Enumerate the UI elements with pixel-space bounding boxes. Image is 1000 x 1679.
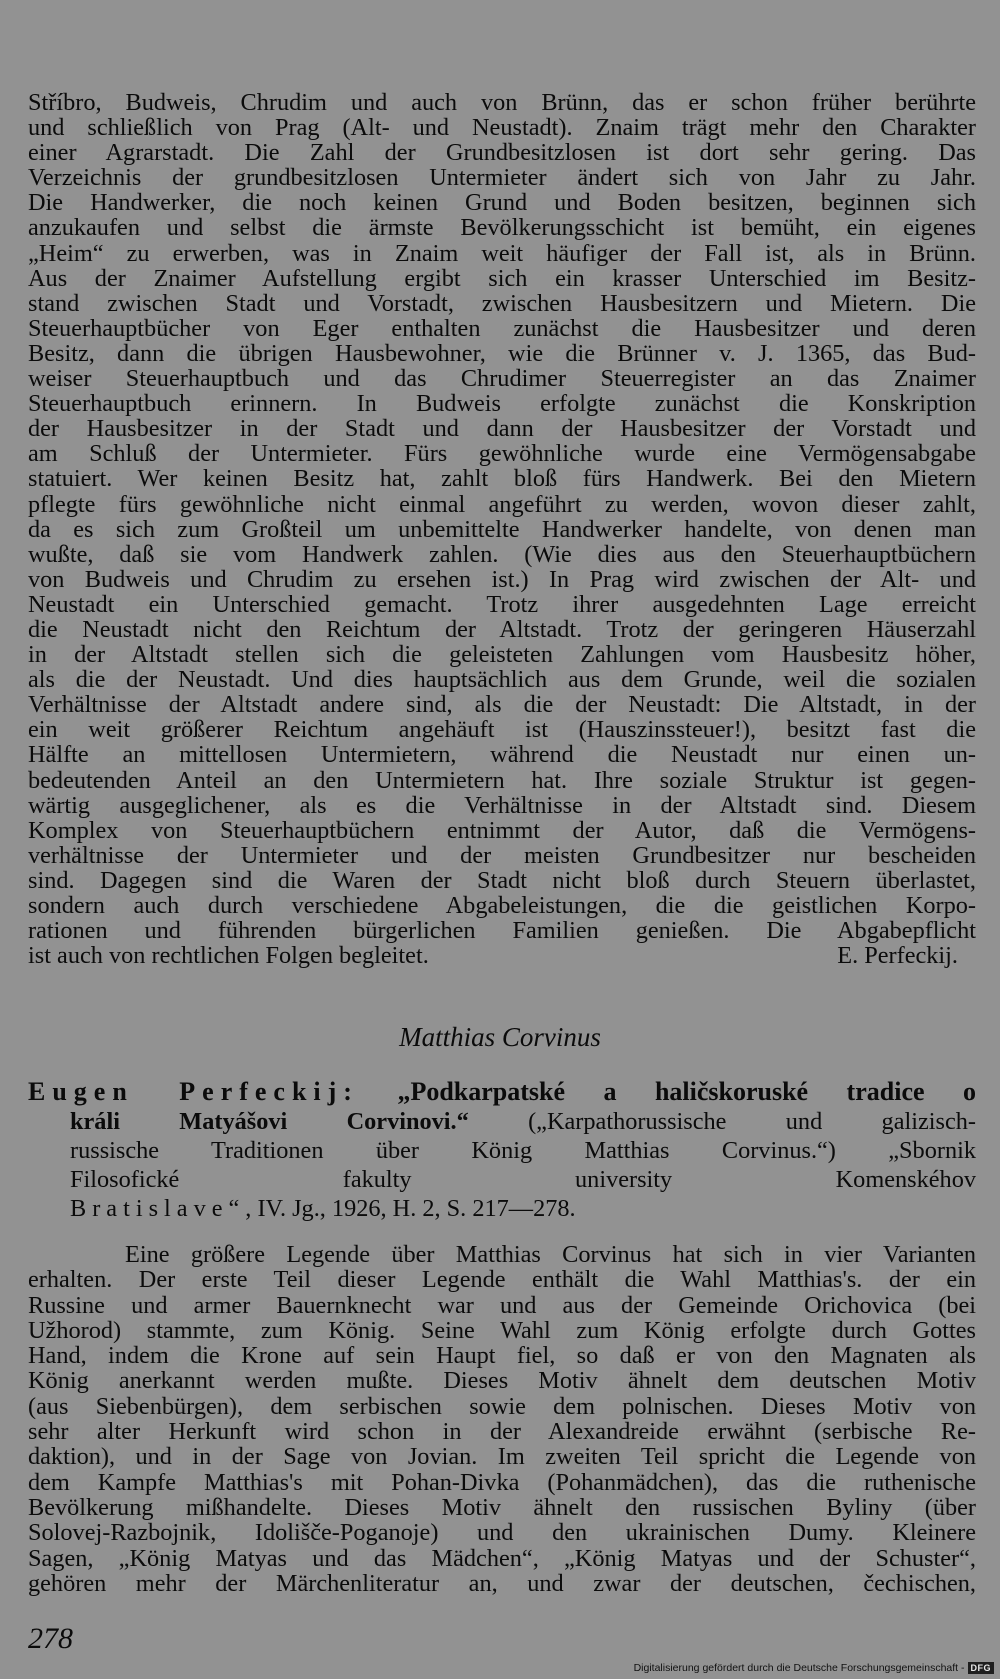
text-line: ist auch von rechtlichen Folgen begleitet. (28, 942, 429, 970)
review-translation-part-2: russische Traditionen über König Matthias Corvinus.“) „Sbornik (70, 1137, 976, 1164)
text-line: erhalten. Der erste Teil dieser Legende enthält die Wahl Matthias's. der ein (28, 1266, 976, 1294)
text-line: als die der Neustadt. Und dies hauptsächlich aus dem Grunde, weil die sozialen (28, 666, 976, 694)
digitization-footer (634, 1662, 994, 1674)
text-line: Bevölkerung mißhandelte. Dieses Motiv ähnelt den russischen Byliny (über (28, 1493, 976, 1521)
text-line: Eine größere Legende über Matthias Corvinus hat sich in vier Varianten (125, 1241, 976, 1268)
text-line: weiser Steuerhauptbuch und das Chrudimer Steuerregister an das Znaimer (28, 365, 976, 393)
text-line: Komplex von Steuerhauptbüchern entnimmt der Autor, daß die Vermögens- (28, 816, 976, 844)
text-line: die Neustadt nicht den Reichtum der Altstadt. Trotz der geringeren Häuserzahl (28, 615, 976, 643)
text-line: Solovej-Razbojnik, Idolišče-Poganoje) und den ukrainischen Dumy. Kleinere (28, 1519, 976, 1547)
review-journal-name: Filosofické fakulty university Komenskéhov (70, 1166, 976, 1193)
text-line: Verzeichnis der grundbesitzlosen Untermieter ändert sich von Jahr zu Jahr. (28, 164, 976, 192)
text-line: Russine und armer Bauernknecht war und aus der Gemeinde Orichovica (bei (28, 1291, 976, 1319)
text-line: (aus Siebenbürgen), dem serbischen sowie dem polnischen. Dieses Motiv von (28, 1392, 976, 1420)
text-line: ein weit größerer Reichtum angehäuft ist (Hauszinssteuer!), besitzt fast die (28, 716, 976, 744)
review-citation: , IV. Jg., 1926, H. 2, S. 217—278. (245, 1195, 576, 1222)
text-line: statuiert. Wer keinen Besitz hat, zahlt bloß fürs Handwerk. Bei den Mietern (28, 465, 976, 493)
text-line: wußte, daß sie vom Handwerk zahlen. (Wie dies aus den Steuerhauptbüchern (28, 540, 976, 568)
text-line: am Schluß der Untermieter. Fürs gewöhnliche wurde eine Vermögensabgabe (28, 440, 976, 468)
text-line: pflegte fürs gewöhnliche nicht einmal angeführt zu werden, wovon dieser zahlt, (28, 490, 976, 518)
review-title-line-2 (28, 1107, 976, 1136)
dfg-logo: DFG (968, 1662, 995, 1674)
review-translation-part-1: („Karpathorussische und galizisch- (528, 1108, 977, 1135)
section-title: Matthias Corvinus (399, 1022, 601, 1052)
text-line: von Budweis und Chrudim zu ersehen ist.) In Prag wird zwischen der Alt- und (28, 565, 976, 593)
text-line: in der Altstadt stellen sich die geleisteten Zahlungen vom Hausbesitz höher, (28, 641, 976, 669)
text-line: sind. Dagegen sind die Waren der Stadt nicht bloß durch Steuern überlastet, (28, 866, 976, 894)
review-author: Eugen Perfeckij: (28, 1077, 359, 1106)
text-line: dem Kampfe Matthias's mit Pohan-Divka (Pohanmädchen), das die ruthenische (28, 1468, 976, 1496)
text-line: bedeutenden Anteil an den Untermietern hat. Ihre soziale Struktur ist gegen- (28, 766, 976, 794)
text-line: Sagen, „König Matyas und das Mädchen“, „König Matyas und der Schuster“, (28, 1544, 976, 1572)
review-citation-line (28, 1194, 976, 1223)
text-line: da es sich zum Großteil um unbemittelte Handwerker handelte, von denen man (28, 515, 976, 543)
review-journal-place: Bratislave“ (70, 1195, 246, 1222)
text-line: Užhorod) stammte, zum König. Seine Wahl zum König erfolgte durch Gottes (28, 1316, 976, 1344)
review-title-line-3 (28, 1136, 976, 1165)
text-line: Hälfte an mittellosen Untermietern, während die Neustadt nur einen un- (28, 741, 976, 769)
text-line: Verhältnisse der Altstadt andere sind, als die der Neustadt: Die Altstadt, in der (28, 691, 976, 719)
review-title-line-1 (28, 1077, 976, 1107)
page-number: 278 (28, 1622, 73, 1655)
text-line: wärtig ausgeglichener, als es die Verhältnisse in der Altstadt sind. Diesem (28, 791, 976, 819)
text-line: sehr alter Herkunft wird schon in der Alexandreide erwähnt (serbische Re- (28, 1418, 976, 1446)
text-line: Besitz, dann die übrigen Hausbewohner, wie die Brünner v. J. 1365, das Bud- (28, 339, 976, 367)
footer-text: Digitalisierung gefördert durch die Deutsche Forschungsgemeinschaft - (633, 1662, 965, 1674)
reviewer-signature: E. Perfeckij. (837, 942, 958, 970)
review-heading (28, 1077, 976, 1223)
text-line: stand zwischen Stadt und Vorstadt, zwischen Hausbesitzern und Mietern. Die (28, 289, 976, 317)
review-body-2 (28, 1242, 976, 1596)
text-line: einer Agrarstadt. Die Zahl der Grundbesitzlosen ist dort sehr gering. Das (28, 139, 976, 167)
text-line: „Heim“ zu erwerben, was in Znaim weit häufiger der Fall ist, als in Brünn. (28, 239, 976, 267)
text-line: Steuerhauptbuch erinnern. In Budweis erfolgte zunächst die Konskription (28, 390, 976, 418)
text-line: und schließlich von Prag (Alt- und Neustadt). Znaim trägt mehr den Charakter (28, 114, 976, 142)
text-line: Stříbro, Budweis, Chrudim und auch von Brünn, das er schon früher berührte (28, 89, 976, 116)
review-journal-line (28, 1165, 976, 1194)
text-line: Neustadt ein Unterschied gemacht. Trotz ihrer ausgedehnten Lage erreicht (28, 590, 976, 618)
text-line: verhältnisse der Untermieter und der meisten Grundbesitzer nur bescheiden (28, 841, 976, 869)
text-line: anzukaufen und selbst die ärmste Bevölkerungsschicht ist bemüht, ein eigenes (28, 214, 976, 242)
review-title-part-1: „Podkarpatské a haličskoruské tradice o (397, 1077, 976, 1106)
text-line: gehören mehr der Märchenliteratur an, und zwar der deutschen, čechischen, (28, 1569, 976, 1597)
text-line: rationen und führenden bürgerlichen Familien genießen. Die Abgabepflicht (28, 917, 976, 945)
text-line: der Hausbesitzer in der Stadt und dann der Hausbesitzer der Vorstadt und (28, 415, 976, 443)
review-body-1 (28, 90, 976, 968)
text-line: sondern auch durch verschiedene Abgabeleistungen, die die geistlichen Korpo- (28, 892, 976, 919)
text-line: Aus der Znaimer Aufstellung ergibt sich ein krasser Unterschied im Besitz- (28, 264, 976, 292)
closing-line (28, 943, 976, 968)
review-title-part-2: králi Matyášovi Corvinovi.“ (70, 1108, 469, 1135)
text-line: Hand, indem die Krone auf sein Haupt fiel, so daß er von den Magnaten als (28, 1342, 976, 1370)
text-line: Steuerhauptbücher von Eger enthalten zunächst die Hausbesitzer und deren (28, 314, 976, 342)
text-line: daktion), und in der Sage von Jovian. Im zweiten Teil spricht die Legende von (28, 1443, 976, 1471)
text-line: König anerkannt werden mußte. Dieses Motiv ähnelt dem deutschen Motiv (28, 1367, 976, 1395)
text-line: Die Handwerker, die noch keinen Grund und Boden besitzen, beginnen sich (28, 189, 976, 217)
